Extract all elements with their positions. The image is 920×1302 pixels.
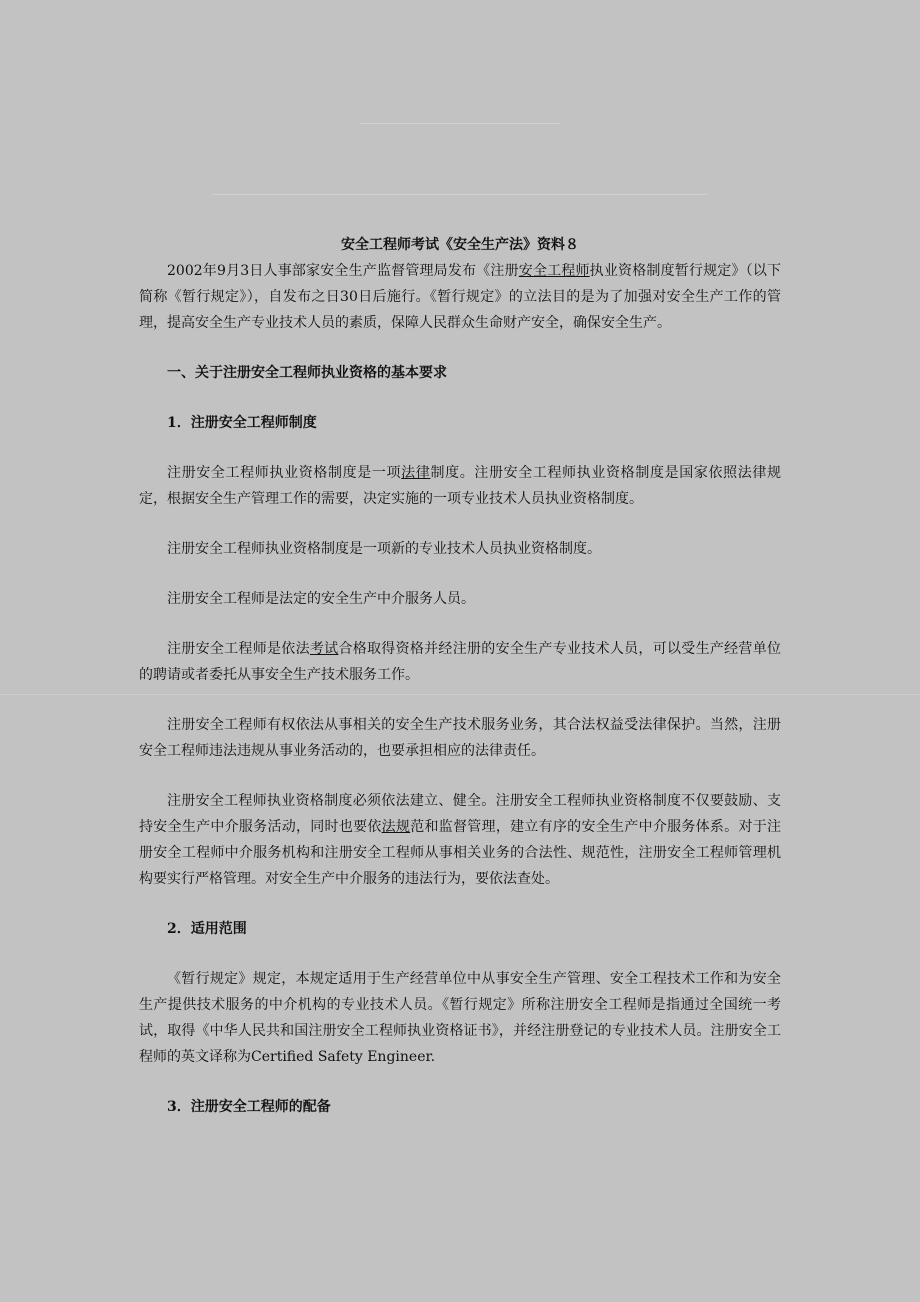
sub1-p1-text-2: 制度。注册安全工程师执业资格制度是国家依照法律规定，根据安全生产管理工作的需要，决定实施的一项专业技术人员执业资格制度。 <box>139 465 782 507</box>
sub1-heading: 1．注册安全工程师制度 <box>167 415 317 431</box>
section1-heading: 一、关于注册安全工程师执业资格的基本要求 <box>167 365 447 381</box>
sub1-paragraph-1 <box>139 460 781 512</box>
sub3-heading: 3．注册安全工程师的配备 <box>167 1099 331 1115</box>
sub1-paragraph-3: 注册安全工程师是法定的安全生产中介服务人员。 <box>167 591 475 607</box>
sub1-p6-text-1: 注册安全工程师执业资格制度必须依法建立、健全。注册安全工程师执业资格制度不仅要鼓励、支持安全生产中介服务活动，同时也要依 <box>139 793 781 835</box>
intro-text-1: 2002年9月3日人事部家安全生产监督管理局发布《注册 <box>167 263 519 279</box>
link-law[interactable]: 法律 <box>401 465 431 481</box>
sub1-p4-text-2: 合格取得资格并经注册的安全生产专业技术人员，可以受生产经营单位的聘请或者委托从事安全生产技术服务工作。 <box>139 641 782 683</box>
document-title: 安全工程师考试《安全生产法》资料８ <box>341 237 579 253</box>
link-regulations[interactable]: 法规 <box>381 819 411 835</box>
sub1-p1-text-1: 注册安全工程师执业资格制度是一项 <box>167 465 402 481</box>
sub1-paragraph-5: 注册安全工程师有权依法从事相关的安全生产技术服务业务，其合法权益受法律保护。当然，注册安全工程师违法违规从事业务活动的，也要承担相应的法律责任。 <box>139 717 781 759</box>
intro-text-2: 执业资格制度暂行规定》（以下简称《暂行规定》），自发布之日30日后施行。《暂行规定》的立法目的是为了加强对安全生产工作的管理，提高安全生产专业技术人员的素质，保障人民群众生命财产安全，确保安全生产。 <box>139 263 782 331</box>
document-body <box>139 232 781 1120</box>
top-rule-short <box>360 123 560 124</box>
sub2-paragraph-1: 《暂行规定》规定，本规定适用于生产经营单位中从事安全生产管理、安全工程技术工作和为安全生产提供技术服务的中介机构的专业技术人员。《暂行规定》所称注册安全工程师是指通过全国统一考试，取得《中华人民共和国注册安全工程师执业资格证书》，并经注册登记的专业技术人员。注册安全工程师的英文译称为Certified Safety Engineer. <box>139 971 781 1065</box>
sub1-p6-text-2: 范和监督管理，建立有序的安全生产中介服务体系。对于注册安全工程师中介服务机构和注册安全工程师从事相关业务的合法性、规范性，注册安全工程师管理机构要实行严格管理。对安全生产中介服务的违法行为，要依法查处。 <box>139 819 782 887</box>
sub1-paragraph-6 <box>139 788 781 892</box>
sub1-p4-text-1: 注册安全工程师是依法 <box>167 641 310 657</box>
sub1-paragraph-2: 注册安全工程师执业资格制度是一项新的专业技术人员执业资格制度。 <box>167 541 601 557</box>
intro-paragraph <box>139 258 781 336</box>
sub1-paragraph-4 <box>139 636 781 688</box>
sub2-heading: 2．适用范围 <box>167 921 247 937</box>
top-rule-long <box>212 194 707 195</box>
link-safety-engineer[interactable]: 安全工程师 <box>518 263 590 279</box>
link-exam[interactable]: 考试 <box>309 641 339 657</box>
